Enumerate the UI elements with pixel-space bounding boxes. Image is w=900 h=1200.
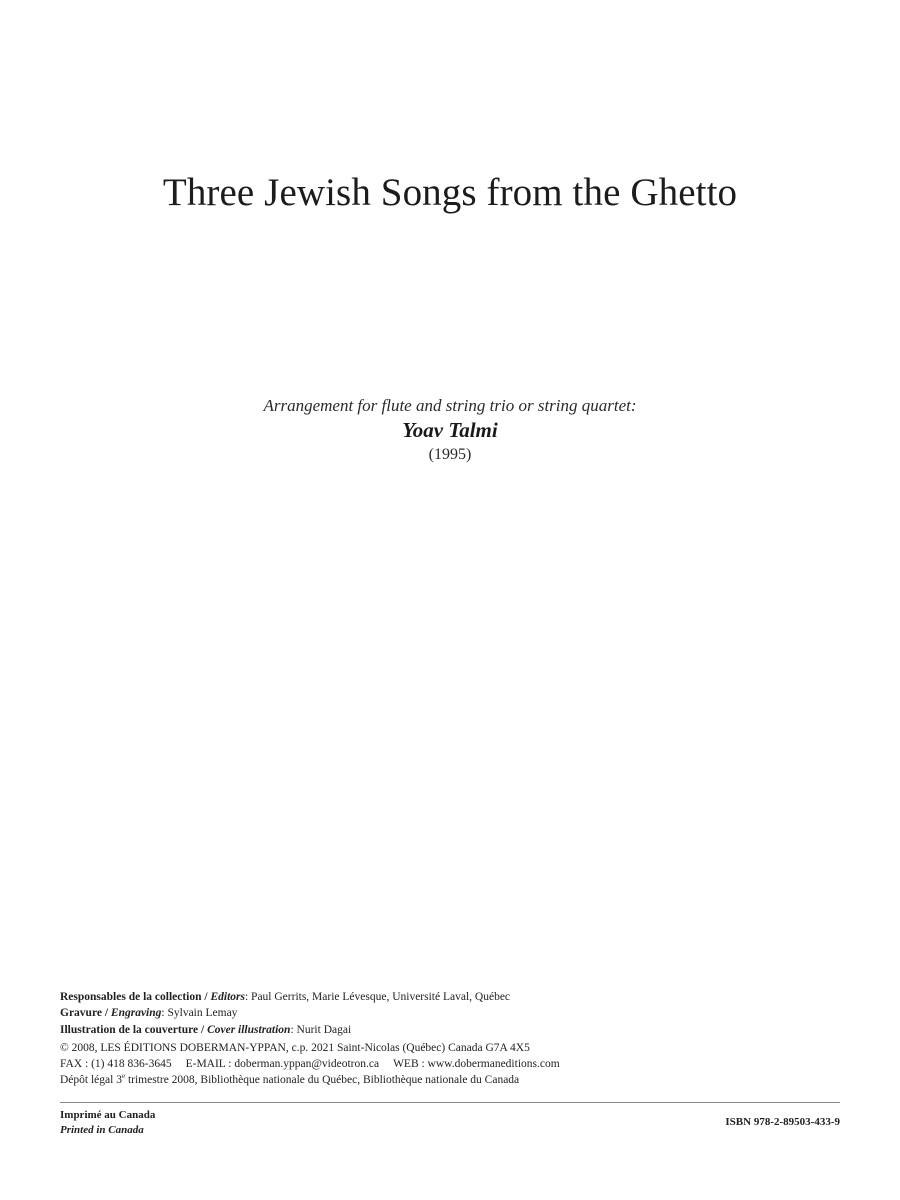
legal-deposit-post: trimestre 2008, Bibliothèque nationale du Québec, Bibliothèque nationale du Canada [125, 1074, 520, 1087]
separator: / [201, 991, 211, 1003]
cover-value: : Nurit Dagai [290, 1023, 352, 1036]
isbn-number: ISBN 978-2-89503-433-9 [725, 1116, 840, 1128]
arranger-name: Yoav Talmi [402, 418, 498, 442]
copyright-line: © 2008, LES ÉDITIONS DOBERMAN-YPPAN, c.p. 2021 Saint-Nicolas (Québec) Canada G7A 4X5 [60, 1041, 530, 1054]
footer-divider [60, 1102, 840, 1103]
engraving-value: : Sylvain Lemay [161, 1007, 238, 1020]
engraving-label-en: Engraving [110, 1007, 162, 1020]
printed-in [60, 1108, 155, 1138]
imprint-block [60, 989, 840, 1089]
cover-label-fr: Illustration de la couverture [60, 1023, 199, 1036]
arrangement-label: Arrangement for flute and string trio or string quartet: [263, 396, 637, 415]
editors-label-en: Editors [210, 991, 245, 1003]
legal-deposit-pre: Dépôt légal 3 [60, 1074, 122, 1087]
legal-deposit-sup: e [121, 1072, 126, 1081]
engraving-label-fr: Gravure [60, 1007, 102, 1020]
cover-label-en: Cover illustration [207, 1023, 291, 1036]
editors-label-fr: Responsables de la collection [60, 991, 202, 1003]
contact-line [60, 1056, 840, 1072]
email-address: E-MAIL : doberman.yppan@videotron.ca [185, 1058, 380, 1071]
editors-line [60, 989, 840, 1005]
separator: / [101, 1007, 111, 1020]
page-title: Three Jewish Songs from the Ghetto [162, 171, 738, 214]
legal-deposit-line [60, 1072, 840, 1088]
separator: / [198, 1023, 208, 1036]
web-address: WEB : www.dobermaneditions.com [393, 1058, 560, 1071]
engraving-line [60, 1005, 840, 1021]
printed-fr: Imprimé au Canada [60, 1109, 156, 1121]
editors-value: : Paul Gerrits, Marie Lévesque, Université Laval, Québec [244, 991, 511, 1003]
cover-illustration-line [60, 1022, 840, 1038]
arrangement-credits [0, 395, 900, 467]
arrangement-year: (1995) [428, 446, 472, 463]
fax-number: FAX : (1) 418 836-3645 [60, 1058, 172, 1071]
printed-en: Printed in Canada [60, 1124, 144, 1136]
